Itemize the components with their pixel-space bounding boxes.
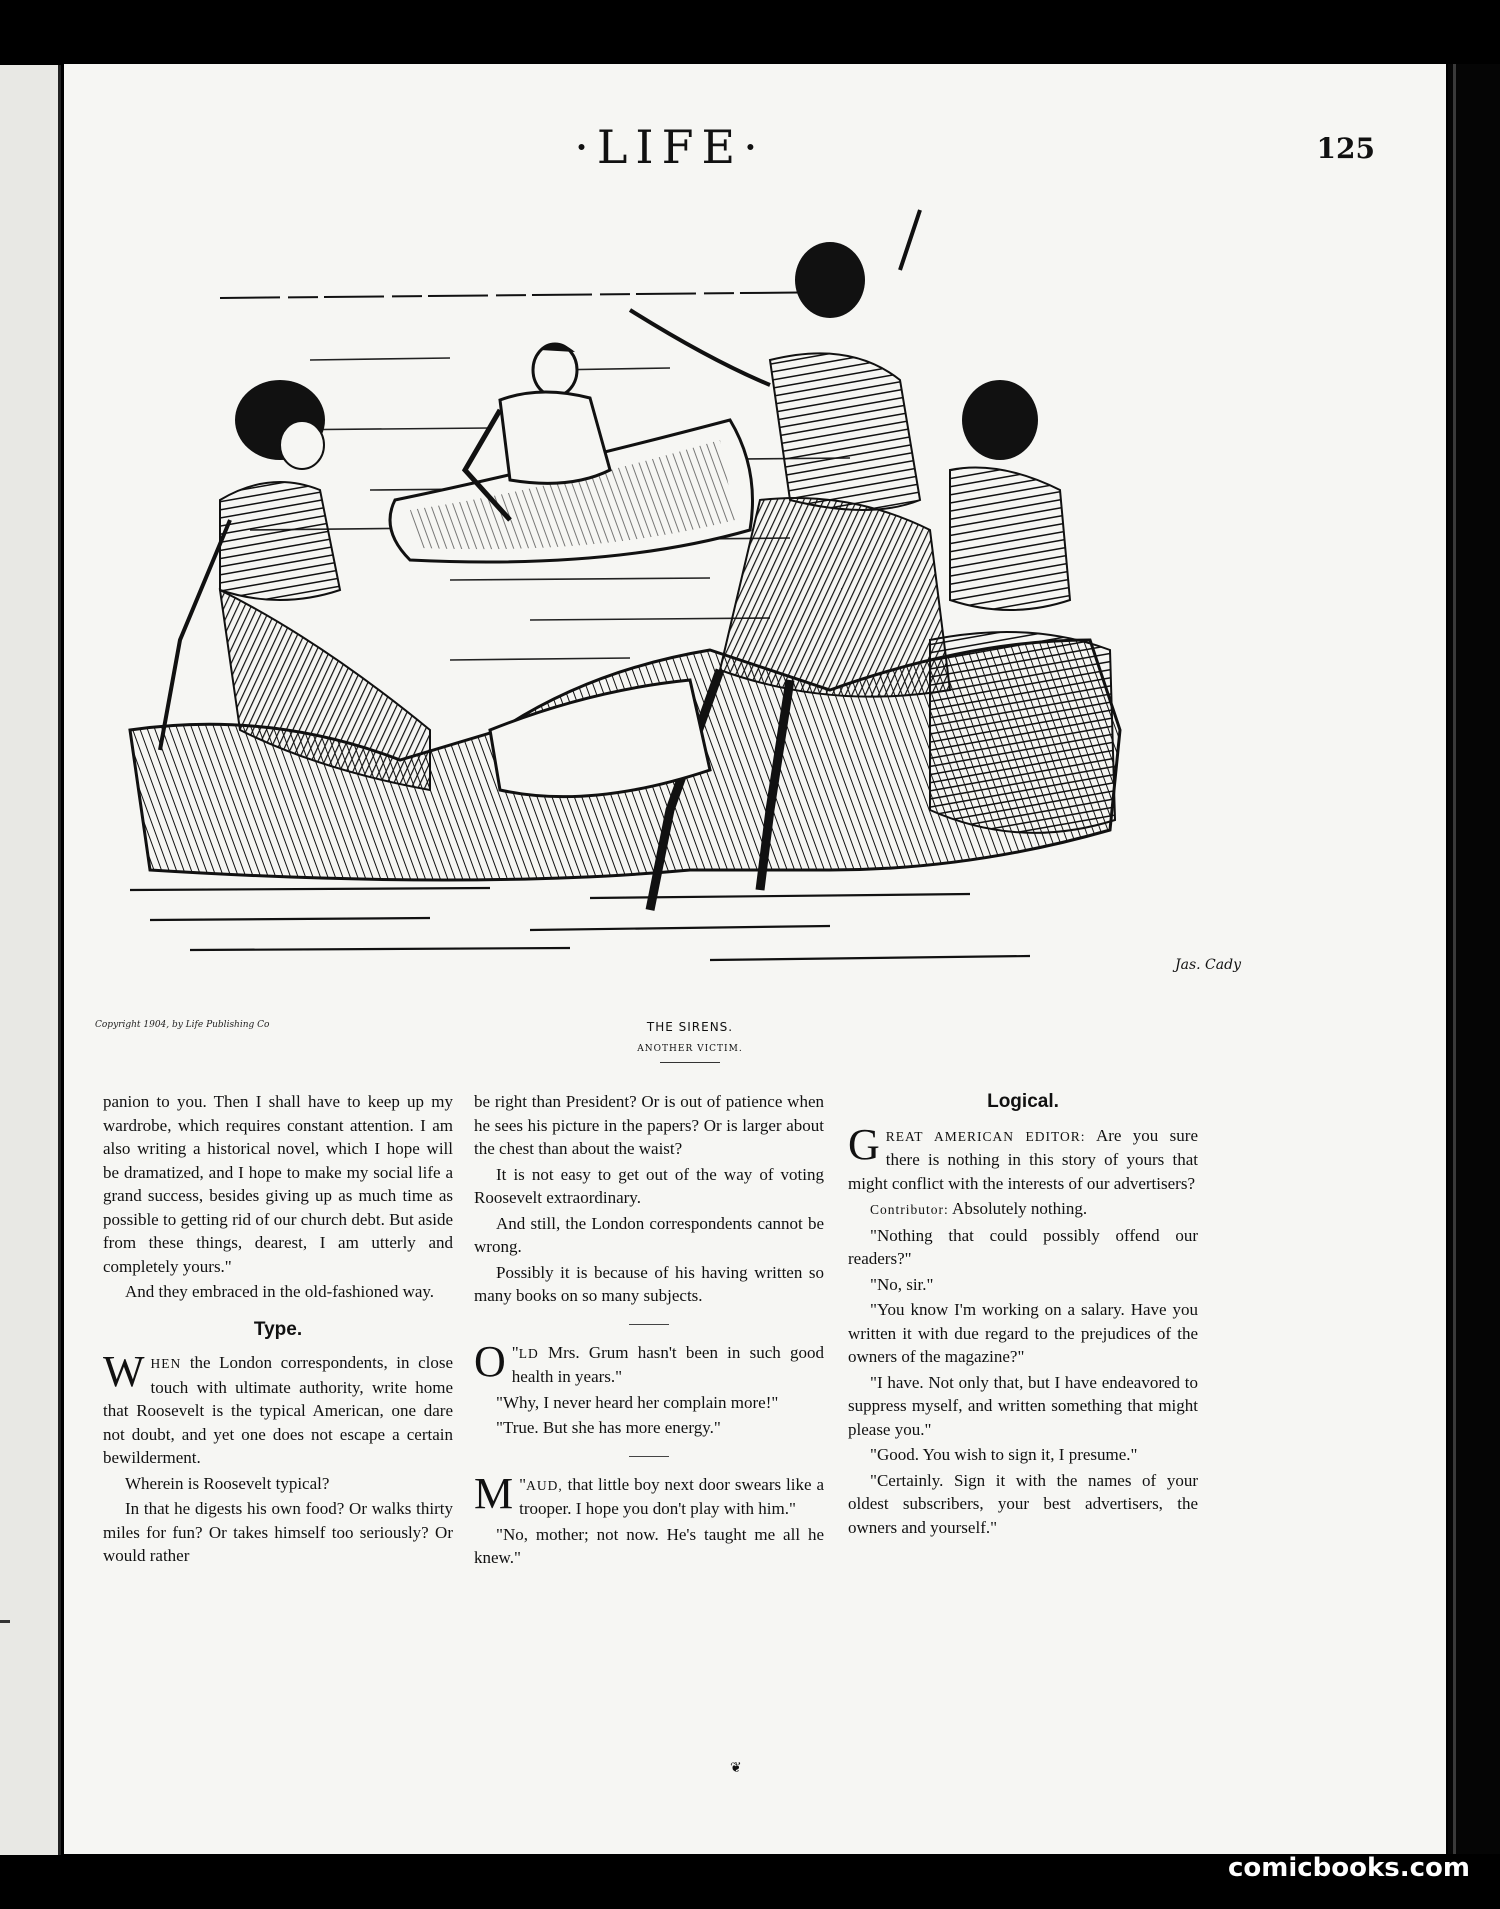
paragraph: In that he digests his own food? Or walks thirty miles for fun? Or takes himself too seriously? Or would rather (103, 1499, 453, 1565)
book-spine (1448, 64, 1500, 1854)
separator (629, 1324, 669, 1325)
paragraph: Contributor: Absolutely nothing. (870, 1199, 1088, 1218)
paragraph: "Certainly. Sign it with the names of your oldest subscribers, your best advertisers, the owners and yourself." (848, 1470, 1198, 1537)
copyright-line: Copyright 1904, by Life Publishing Co (95, 1020, 270, 1030)
paragraph: And still, the London correspondents cannot be wrong. (474, 1213, 824, 1256)
separator (629, 1456, 669, 1457)
paragraph: Wherein is Roosevelt typical? (125, 1473, 330, 1493)
artist-signature: Jas. Cady (1175, 957, 1241, 973)
drop-cap: O (474, 1336, 506, 1386)
paragraph: Possibly it is because of his having written so many books on so many subjects. (474, 1262, 824, 1305)
article-heading-logical: Logical. (987, 1091, 1059, 1112)
paragraph: "No, sir." (870, 1274, 934, 1294)
illustration-caption (540, 1020, 840, 1063)
paragraph: "Good. You wish to sign it, I presume." (870, 1445, 1138, 1464)
paragraph: It is not easy to get out of the way of voting Roosevelt extraordinary. (474, 1164, 824, 1207)
paragraph: "No, mother; not now. He's taught me all he knew." (474, 1524, 824, 1567)
paragraph: "Nothing that could possibly offend our readers?" (848, 1225, 1198, 1268)
drop-cap: M (474, 1468, 514, 1518)
paragraph: "You know I'm working on a salary. Have you written it with due regard to the prejudices of the owners of the magazine?" (848, 1300, 1198, 1366)
joke-paragraph: " M AUD, that little boy next door swears like a trooper. I hope you don't play with him." (474, 1468, 824, 1518)
drop-cap: G (848, 1119, 880, 1169)
paragraph: And they embraced in the old-fashioned way. (125, 1282, 435, 1301)
column-3 (848, 1090, 1198, 1541)
caption-subtitle: ANOTHER VICTIM. (637, 1044, 743, 1054)
drop-cap: W (103, 1347, 145, 1396)
column-1 (103, 1090, 453, 1570)
paragraph: be right than President? Or is out of patience when he sees his picture in the papers? Or is larger about the chest than about the waist? (474, 1092, 824, 1158)
column-2 (474, 1090, 824, 1572)
masthead: ·LIFE· (574, 120, 766, 174)
watermark: comicbooks.com (1227, 1853, 1470, 1883)
article-heading-type: Type. (253, 1318, 303, 1340)
page-ornament: ❦ (730, 1760, 742, 1776)
joke-paragraph: " O LD Mrs. Grum hasn't been in such good health in years." (474, 1336, 824, 1386)
page-number: 125 (1316, 132, 1375, 165)
paragraph: panion to you. Then I shall have to keep up my wardrobe, which requires constant attention. I am also writing a historical novel, which I hope will be dramatized, and I hope to make my social life a grand success, besides giving up as much time as possible to getting rid of our church debt. But aside from these things, dearest, I am utterly and completely yours." (103, 1092, 453, 1276)
paragraph: "I have. Not only that, but I have endeavored to suppress myself, and written something that might please you." (848, 1372, 1198, 1439)
paragraph: GREAT AMERICAN EDITOR: Are you sure there is nothing in this story of yours that might conflict with the interests of our advertisers? (848, 1119, 1198, 1193)
paragraph: "True. But she has more energy." (496, 1418, 721, 1437)
previous-page-edge (0, 65, 61, 1855)
caption-rule (660, 1062, 720, 1063)
sirens-illustration (70, 170, 1310, 1020)
caption-title: THE SIRENS. (646, 1020, 734, 1034)
paragraph: WHEN the London correspondents, in close touch with ultimate authority, write home that Roosevelt is the typical American, one dare not doubt, and yet one does not escape a certain bewilderment. (103, 1347, 453, 1467)
paragraph: "Why, I never heard her complain more!" (496, 1392, 779, 1412)
